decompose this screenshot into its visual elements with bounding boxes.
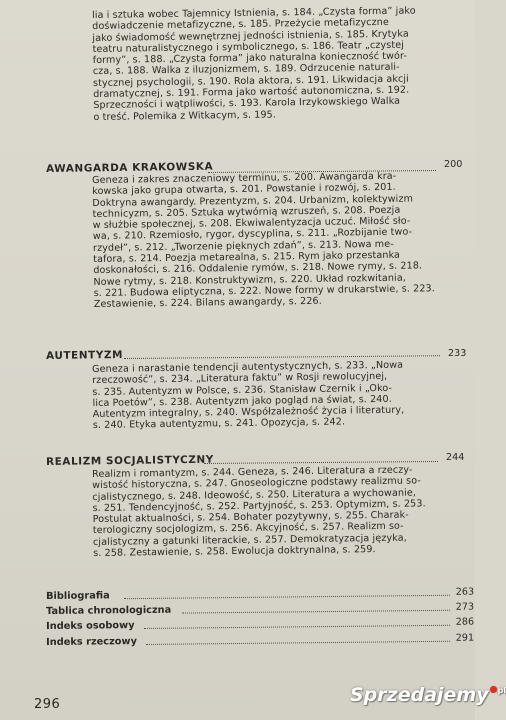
section-page-awangarda: 200 [444, 159, 463, 170]
toc-entry-page: 263 [455, 586, 475, 598]
toc-entry-indeks-rzeczowy [46, 633, 474, 649]
dotted-leader [146, 641, 450, 645]
dotted-leader [124, 355, 440, 359]
toc-entry-label: Tablica chronologiczna [46, 604, 172, 617]
watermark-text: Sprzedajemy [350, 684, 489, 706]
toc-entry-page: 286 [455, 616, 475, 628]
section-heading-awangarda: AWANGARDA KRAKOWSKA [46, 160, 214, 175]
toc-entry-label: Indeks rzeczowy [46, 636, 138, 648]
watermark-suffix: pl [497, 686, 506, 695]
section-body-awangarda: Geneza i zakres znaczeniowy terminu, s. 200. Awangarda kra- kowska jako grupa otwarta, s. 201. Powstanie i rozwój, s. 201. Doktryna awangardy. Prezentyzm, s. 204. Urbanizm, kolektywizm technicyzm, s. 205. Sztuka wytwórnią wzruszeń, s. 208. Poezja w służbie społecznej, s. 208. Ekwiwalentyzacja uczuć. Miłość sło- wa, s. 210. Rzemiosło, rygor, dyscyplina, s. 211. „Rozbijanie two- rzydeł”, s. 212. „Tworzenie pięknych zdań”, s. 213. Nowa me- tafora, s. 214. Poezja metarealna, s. 215. Rym jako przestanka doskonałości, s. 216. Oddalenie rymów, s. 218. Nowe rymy, s. 218. Nowe rytmy, s. 218. Konstruktywizm, s. 220. Układ rozkwitania, s. 221. Budowa eliptyczna, s. 222. Nowe formy w drukarstwie, s. 223. Zestawienie, s. 224. Bilans awangardy, s. 226. [92, 170, 435, 311]
page-number: 296 [34, 697, 61, 712]
toc-entry-label: Bibliografia [46, 590, 110, 602]
toc-entry-tablica [46, 602, 474, 618]
dotted-leader [182, 610, 450, 614]
section-heading-realizm: REALIZM SOCJALISTYCZNY [46, 453, 214, 468]
watermark-logo [350, 684, 506, 706]
section-page-autentyzm: 233 [448, 348, 467, 359]
section-body-autentyzm: Geneza i narastanie tendencji autentystycznych, s. 233. „Nowa rzeczowość”, s. 234. „Literatura faktu” w Rosji rewolucyjnej, s. 235. Autentyzm w Polsce, s. 236. Stanisław Czernik i „Oko- lica Poetów”, s. 238. Autentyzm jako pogląd na świat, s. 240. Autentyzm integralny, s. 240. Współzależność życia i literatury, s. 240. Etyka autentyzmu, s. 241. Opozycja, s. 242. [92, 359, 405, 432]
toc-intro-block: lia i sztuka wobec Tajemnicy Istnienia, s. 184. „Czysta forma” jako doświadczenie metafizyczne, s. 185. Przeżycie metafizyczne jako świadomość wewnętrznej jedności istnienia, s. 185. Krytyka teatru naturalistycznego i symbolicznego, s. 186. Teatr „czystej formy”, s. 188. „Czysta forma” jako naturalna konieczność twór- cza, s. 188. Walka z iluzjonizmem, s. 189. Odrzucenie naturali- stycznej psychologii, s. 190. Rola aktora, s. 191. Likwidacja akcji dramatycznej, s. 191. Forma jako wartość autonomiczna, s. 192. Sprzeczności i wątpliwości, s. 193. Karola Irzykowskiego Walka o treść. Polemika z Witkacym, s. 195. [92, 5, 416, 123]
dotted-leader [124, 595, 450, 599]
section-heading-autentyzm: AUTENTYZM [46, 348, 124, 362]
toc-entry-page: 273 [455, 601, 475, 613]
section-body-realizm: Realizm i romantyzm, s. 244. Geneza, s. 246. Literatura a rzeczy- wistość historyczna, s. 247. Gnoseologiczne podstawy realizmu so- cjalistycznego, s. 248. Ideowość, s. 250. Literatura a wychowanie, s. 251. Tendencyjność, s. 252. Partyjność, s. 253. Optymizm, s. 253. Postulat aktualności, s. 254. Bohater pozytywny, s. 255. Charak- terologiczny socjologizm, s. 256. Akcyjność, s. 257. Realizm so- cjalistyczny a gatunki literackie, s. 257. Demokratyzacja języka, s. 258. Zestawienie, s. 258. Ewolucja doktrynalna, s. 259. [92, 464, 426, 560]
dotted-leader [144, 625, 450, 629]
toc-entry-page: 291 [455, 632, 475, 644]
toc-entry-label: Indeks osobowy [46, 620, 135, 632]
toc-entry-bibliografia [46, 587, 474, 603]
toc-entry-indeks-osobowy [46, 617, 474, 633]
watermark-dot-icon [490, 686, 497, 693]
section-page-realizm: 244 [446, 452, 465, 463]
dotted-leader [204, 461, 438, 464]
